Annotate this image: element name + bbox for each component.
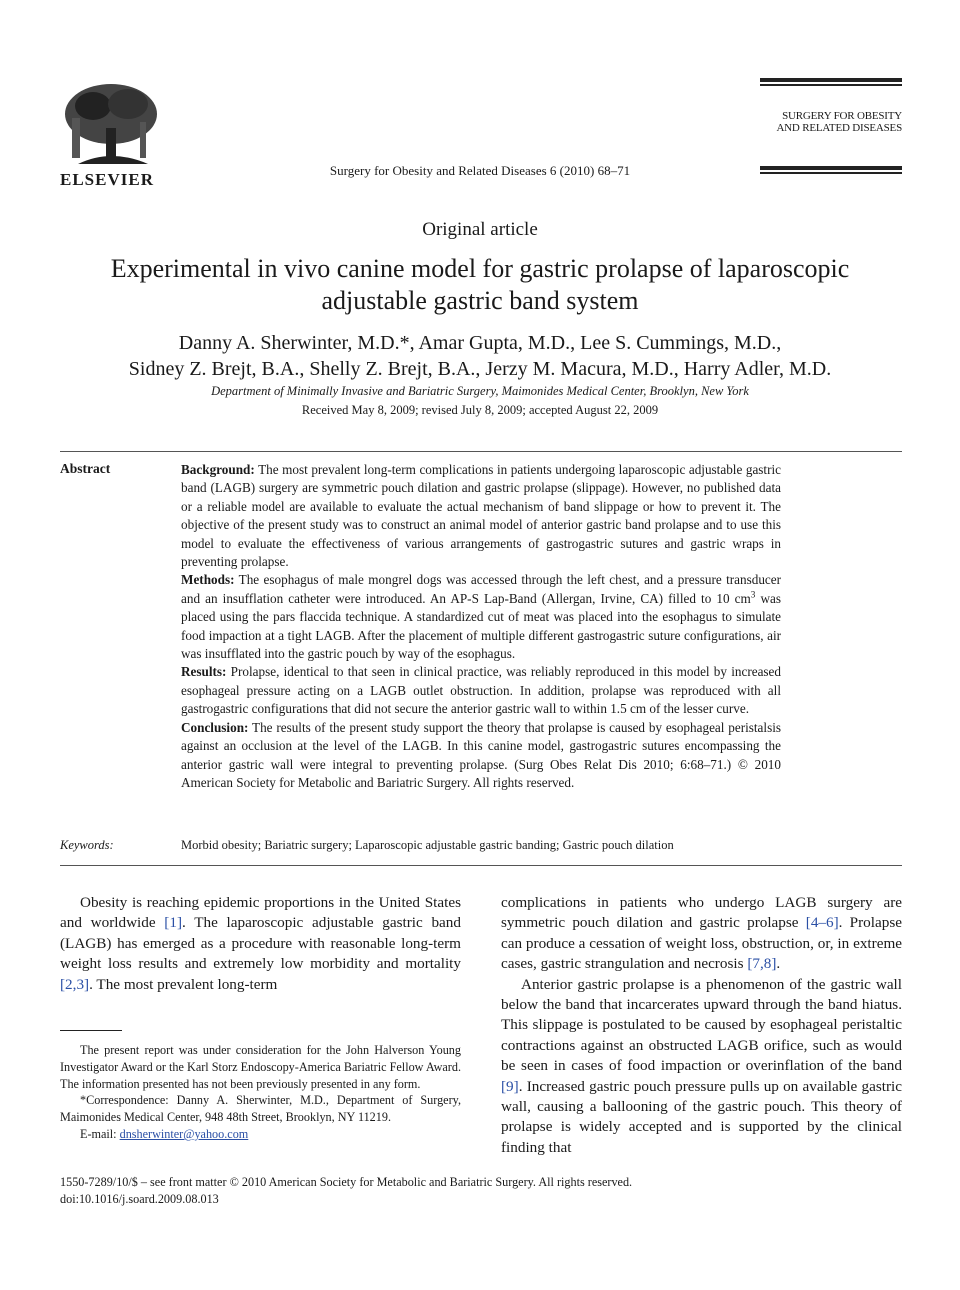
email-link[interactable]: dnsherwinter@yahoo.com (119, 1126, 249, 1141)
intro-paragraph (60, 893, 461, 995)
brand-rule-bottom-thin (760, 172, 902, 174)
brand-rule-top-thin (760, 84, 902, 86)
abstract-label: Abstract (60, 461, 111, 476)
email-label: E-mail: (80, 1126, 120, 1141)
background-label: Background: (181, 462, 255, 477)
footnote-award: The present report was under consideration for the John Halverson Young Investigator Award or the Karl Storz Endoscopy-America Bariatric Fellow Award. The information presented has not been previously presented in any form. (60, 1043, 461, 1091)
results-text: Prolapse, identical to that seen in clinical practice, was reliably reproduced in this model by increased esophageal pressure acting on a LAGB outlet obstruction. In addition, prolapse was reproduced with all gastrogastric configurations that did not secure the anterior gastric wall to within 1.5 cm of the lesser curve. (181, 664, 781, 717)
citation-link[interactable]: [7,8] (747, 955, 777, 973)
conclusion-label: Conclusion: (181, 719, 249, 735)
article-title (40, 253, 920, 317)
col2-p2-text-b: . Increased gastric pouch pressure pulls up on available gastric wall, causing a ballooning of the gastric pouch. This theory of prolapse is widely accepted and is supported by the clinical finding that (501, 1077, 902, 1156)
col2-text-c: . (776, 955, 781, 973)
col2-text-b: . Prolapse can produce a cessation of weight loss, obstruction, or, in extreme cases, gastric strangulation and necrosis (501, 914, 902, 973)
footnote-rule (60, 1030, 122, 1031)
received-dates: Received May 8, 2009; revised July 8, 2009; accepted August 22, 2009 (301, 403, 659, 417)
title-line1: Experimental in vivo canine model for gastric prolapse of laparoscopic (110, 254, 850, 283)
body-paragraph-2 (501, 975, 902, 1159)
abstract-bottom-divider (60, 865, 902, 866)
footnotes (60, 1042, 461, 1143)
citation-link[interactable]: [2,3] (60, 975, 90, 993)
abstract-background (181, 461, 781, 571)
intro-text-b: . The laparoscopic adjustable gastric band (LAGB) has emerged as a procedure with reasonable long-term weight loss results and extremely low morbidity and mortality (60, 914, 461, 973)
abstract-results (181, 663, 781, 718)
brand-rule-bottom (760, 166, 902, 170)
abstract-body (181, 461, 781, 792)
footnote-email (60, 1126, 461, 1143)
intro-text-a: Obesity is reaching epidemic proportions in the United States and worldwide (60, 894, 461, 932)
copyright-footer (60, 1174, 920, 1208)
methods-superscript: 3 (750, 589, 756, 600)
title-line2: adjustable gastric band system (321, 286, 639, 315)
results-label: Results: (181, 664, 227, 680)
keywords-label: Keywords: (60, 838, 114, 852)
footnote-correspondence: *Correspondence: Danny A. Sherwinter, M.D., Department of Surgery, Maimonides Medical Center, 948 48th Street, Brooklyn, NY 11219. (60, 1093, 461, 1125)
col2-p2-text-a: Anterior gastric prolapse is a phenomenon of the gastric wall below the band that incarcerates upward through the band hiatus. This slippage is postulated to be caused by esophageal peristaltic contractions against an obstructed LAGB orifice, such as would be seen in cases of food impaction or overinflation of the band (501, 975, 902, 1075)
methods-text-b: was placed using the pars flaccida technique. A standardized cut of meat was placed into the esophagus to simulate food impaction at a tight LAGB. After the placement of multiple different gastrogastric suture configurations, air was insufflated into the gastric pouch by way of the esophagus. (181, 590, 781, 662)
issn-line: 1550-7289/10/$ – see front matter © 2010 American Society for Metabolic and Bariatric Surgery. All rights reserved. (60, 1175, 633, 1189)
citation-link[interactable]: [4–6] (805, 914, 839, 932)
authors-line1: Danny A. Sherwinter, M.D.*, Amar Gupta, M.D., Lee S. Cummings, M.D., (178, 332, 782, 354)
authors-line2: Sidney Z. Brejt, B.A., Shelly Z. Brejt, B.A., Jerzy M. Macura, M.D., Harry Adler, M.D. (128, 358, 832, 380)
doi-line: doi:10.1016/j.soard.2009.08.013 (60, 1191, 219, 1206)
body-column-right (501, 893, 902, 1158)
publisher-name: ELSEVIER (60, 170, 154, 189)
background-text: The most prevalent long-term complications in patients undergoing laparoscopic adjustable gastric band (LAGB) surgery are symmetric pouch dilation and gastric prolapse (slippage). However, no published data or a reliable model are available to evaluate the actual mechanism of band slippage or how to prevent it. The objective of the present study was to construct an animal model of anterior gastric band prolapse and to use this model to evaluate the effectiveness of various arrangements of gastrogastric sutures and gastric wraps in preventing prolapse. (181, 462, 781, 570)
abstract-conclusion (181, 719, 781, 793)
citation-link[interactable]: [9] (501, 1077, 519, 1095)
col2-text-a: complications in patients who undergo LAGB surgery are symmetric pouch dilation and gastric prolapse (501, 894, 902, 932)
conclusion-text: The results of the present study support the theory that prolapse is caused by esophageal peristalsis against an occlusion at the level of the LAGB. In this canine model, gastrogastric sutures encompassing the anterior gastric wall were integral to preventing prolapse. (Surg Obes Relat Dis 2010; 6:68–71.) © 2010 American Society for Metabolic and Bariatric Surgery. All rights reserved. (181, 719, 781, 790)
journal-brand-line1: SURGERY FOR OBESITY (782, 110, 902, 122)
author-list (40, 330, 920, 382)
article-type: Original article (422, 219, 538, 240)
intro-text-c: . The most prevalent long-term (89, 975, 278, 993)
body-paragraph-1 (501, 893, 902, 975)
brand-rule-top (760, 78, 902, 82)
citation-link[interactable]: [1] (164, 914, 183, 932)
abstract-top-divider (60, 451, 902, 452)
abstract-methods (181, 571, 781, 663)
methods-text-a: The esophagus of male mongrel dogs was accessed through the left chest, and a pressure transducer and an insufflation catheter were introduced. An AP-S Lap-Band (Allergan, Irvine, CA) filled to 10 cm (181, 572, 782, 606)
methods-label: Methods: (181, 572, 235, 588)
journal-brand (760, 110, 902, 134)
affiliation: Department of Minimally Invasive and Bariatric Surgery, Maimonides Medical Center, Brooklyn, New York (211, 384, 749, 398)
body-column-left (60, 893, 461, 995)
keywords-text: Morbid obesity; Bariatric surgery; Laparoscopic adjustable gastric banding; Gastric pouch dilation (181, 838, 674, 852)
journal-brand-line2: AND RELATED DISEASES (776, 122, 902, 134)
journal-citation: Surgery for Obesity and Related Diseases 6 (2010) 68–71 (329, 163, 631, 178)
